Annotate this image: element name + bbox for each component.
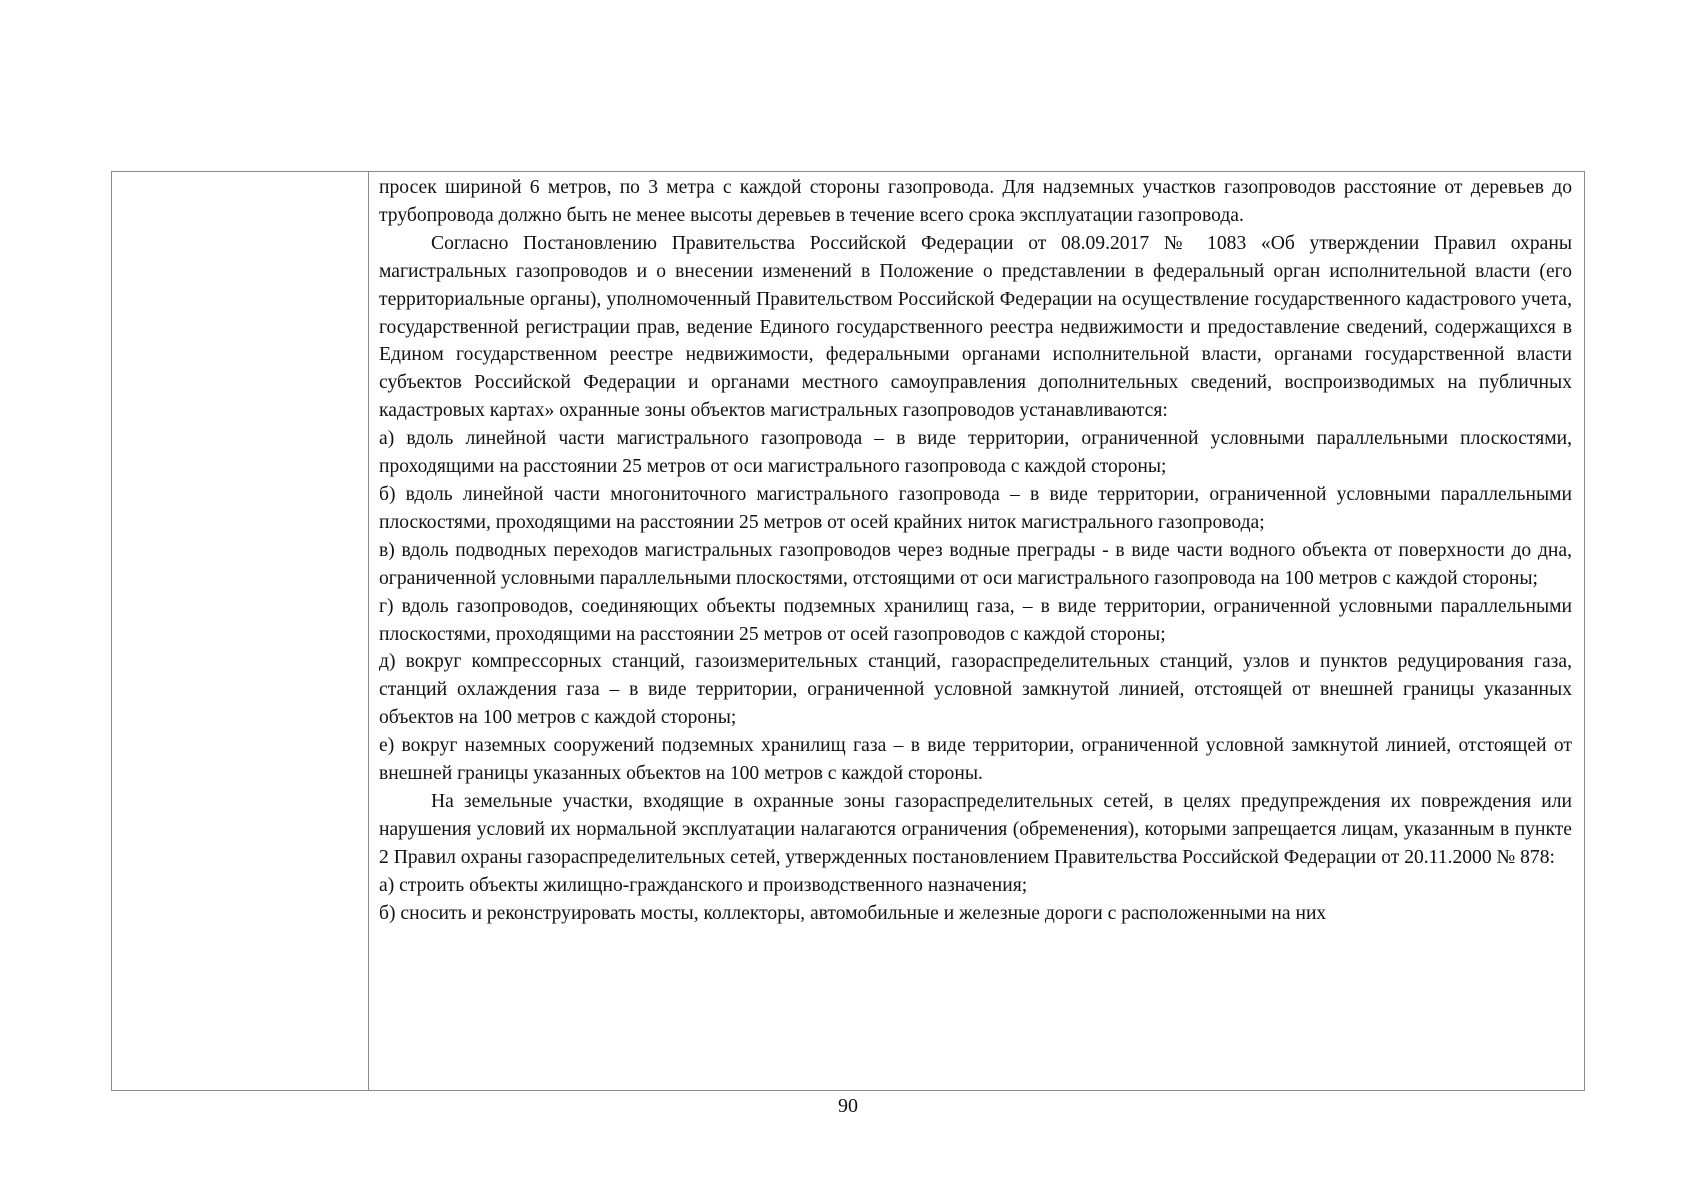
list-item: б) вдоль линейной части многониточного магистрального газопровода – в виде территории, ограниченной условными параллельными плоскостями, проходящими на расстоянии 25 метров от осей крайних ниток магистрального газопровода; (379, 483, 1572, 533)
list-item: д) вокруг компрессорных станций, газоизмерительных станций, газораспределительных станций, узлов и пунктов редуцирования газа, станций охлаждения газа – в виде территории, ограниченной условной замкнутой линией, отстоящей от внешней границы указанных объектов на 100 метров с каждой стороны; (379, 651, 1572, 729)
table-right-cell (369, 172, 1584, 1090)
list-item: б) сносить и реконструировать мосты, коллекторы, автомобильные и железные дороги с расположенными на них (379, 902, 1327, 924)
paragraph: Согласно Постановлению Правительства Российской Федерации от 08.09.2017 № 1083 «Об утверждении Правил охраны магистральных газопроводов и о внесении изменений в Положение о представлении в федеральный орган исполнительной власти (его территориальные органы), уполномоченный Правительством Российской Федерации на осуществление государственного кадастрового учета, государственной регистрации прав, ведение Единого государственного реестра недвижимости и предоставление сведений, содержащихся в Едином государственном реестре недвижимости, федеральными органами исполнительной власти, органами государственной власти субъектов Российской Федерации и органами местного самоуправления дополнительных сведений, воспроизводимых на публичных кадастровых картах» охранные зоны объектов магистральных газопроводов устанавливаются: (379, 232, 1572, 422)
table-left-cell (112, 172, 369, 1090)
list-item: а) строить объекты жилищно-гражданского и производственного назначения; (379, 874, 1028, 896)
list-item: в) вдоль подводных переходов магистральных газопроводов через водные преграды - в виде части водного объекта от поверхности до дна, ограниченной условными параллельными плоскостями, отстоящими от оси магистрального газопровода на 100 метров с каждой стороны; (379, 539, 1572, 589)
paragraph: На земельные участки, входящие в охранные зоны газораспределительных сетей, в целях предупреждения их повреждения или нарушения условий их нормальной эксплуатации налагаются ограничения (обременения), которыми запрещается лицам, указанным в пункте 2 Правил охраны газораспределительных сетей, утвержденных постановлением Правительства Российской Федерации от 20.11.2000 № 878: (379, 790, 1572, 868)
document-table (111, 171, 1585, 1091)
list-item: а) вдоль линейной части магистрального газопровода – в виде территории, ограниченной условными параллельными плоскостями, проходящими на расстоянии 25 метров от оси магистрального газопровода с каждой стороны; (379, 428, 1572, 478)
page-number: 90 (838, 1095, 858, 1117)
list-item: е) вокруг наземных сооружений подземных хранилищ газа – в виде территории, ограниченной условной замкнутой линией, отстоящей от внешней границы указанных объектов на 100 метров с каждой стороны. (379, 735, 1572, 785)
list-item: г) вдоль газопроводов, соединяющих объекты подземных хранилищ газа, – в виде территории, ограниченной условными параллельными плоскостями, проходящими на расстоянии 25 метров от осей газопроводов с каждой стороны; (379, 595, 1572, 645)
paragraph: просек шириной 6 метров, по 3 метра с каждой стороны газопровода. Для надземных участков газопроводов расстояние от деревьев до трубопровода должно быть не менее высоты деревьев в течение всего срока эксплуатации газопровода. (379, 177, 1572, 226)
